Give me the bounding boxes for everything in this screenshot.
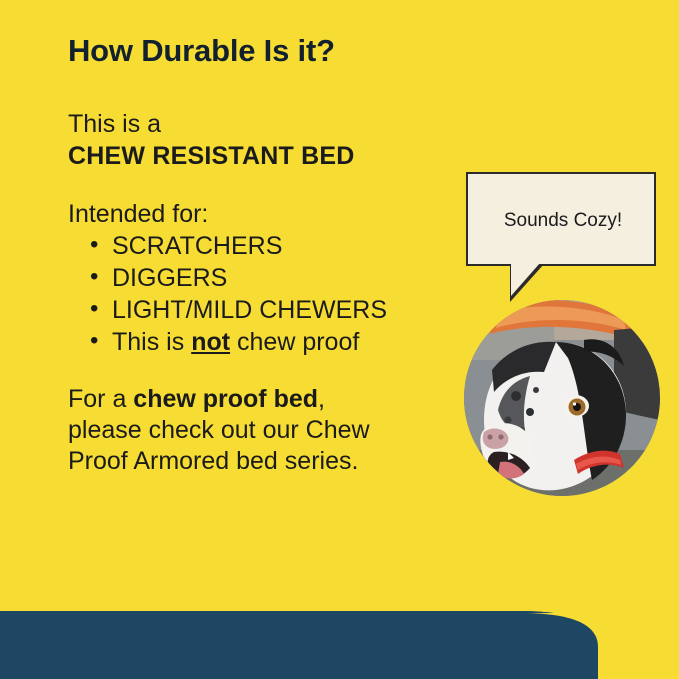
dog-photo-image bbox=[464, 300, 660, 496]
body-copy bbox=[68, 108, 468, 477]
not-chew-proof-suffix: chew proof bbox=[230, 328, 360, 356]
footer-band bbox=[0, 589, 679, 679]
list-item: • LIGHT/MILD CHEWERS bbox=[68, 294, 468, 326]
footer-band-shape bbox=[0, 589, 679, 679]
footer-note-line-2: please check out our Chew bbox=[68, 416, 370, 444]
list-item bbox=[68, 326, 468, 358]
footer-note-line-3: Proof Armored bed series. bbox=[68, 447, 359, 475]
not-emphasis: not bbox=[191, 328, 231, 356]
footer-note-prefix: For a bbox=[68, 385, 134, 413]
dog-photo bbox=[464, 300, 660, 496]
speech-bubble bbox=[466, 172, 656, 266]
intro-line-1: This is a bbox=[68, 110, 162, 138]
speech-bubble-text: Sounds Cozy! bbox=[503, 210, 623, 231]
intro-line-2: CHEW RESISTANT BED bbox=[68, 142, 355, 170]
spacer bbox=[68, 172, 468, 198]
footer-note-suffix: , bbox=[318, 385, 325, 413]
list-item: • SCRATCHERS bbox=[68, 230, 468, 262]
not-chew-proof-prefix: This is bbox=[112, 328, 192, 356]
spacer bbox=[68, 358, 468, 384]
intended-label: Intended for: bbox=[68, 200, 209, 228]
footer-note-emphasis: chew proof bed bbox=[133, 385, 319, 413]
footer-note bbox=[68, 384, 458, 477]
page-title: How Durable Is it? bbox=[68, 33, 335, 68]
list-item: • DIGGERS bbox=[68, 262, 468, 294]
speech-bubble-tail bbox=[511, 263, 540, 296]
intended-list bbox=[68, 230, 468, 358]
